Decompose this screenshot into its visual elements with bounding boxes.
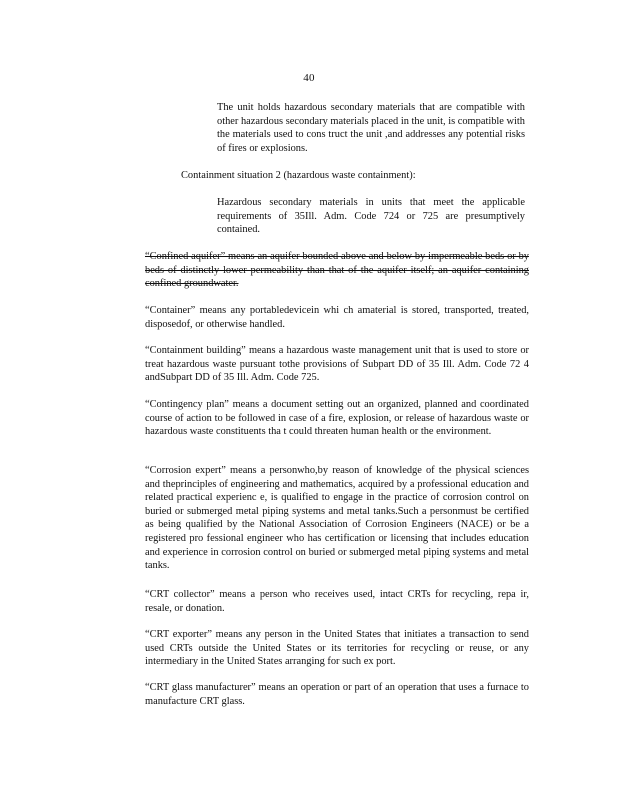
definition-contingency-plan: “Contingency plan” means a document setting out an organized, planned and coordinated course of action to be followed in case of a fire, explosion, or release of hazardous waste or hazardous waste constituents tha t could threaten human health or the environment. (145, 399, 529, 438)
definition-crt-glass-manufacturer: “CRT glass manufacturer” means an operation or part of an operation that uses a furnace to manufacture CRT glass. (145, 682, 529, 707)
containment-situation-2-text: Hazardous secondary materials in units that meet the applicable requirements of 35Ill. Adm. Code 724 or 725 are presumptively contained. (217, 197, 525, 236)
definition-crt-collector: “CRT collector” means a person who receives used, intact CRTs for recycling, repa ir, resale, or donation. (145, 589, 529, 614)
definition-containment-building: “Containment building” means a hazardous waste management unit that is used to store or treat hazardous waste pursuant tothe provisions of Subpart DD of 35 Ill. Adm. Code 72 4 andSubpart DD of 35 Ill. Adm. Code 725. (145, 345, 529, 384)
unit-compatibility-clause (217, 101, 525, 155)
definition-confined-aquifer: “Confined aquifer” means an aquifer bounded above and below by impermeable beds or by beds of distinctly lower permeability than that of the aquifer itself; an aquifer containing confined groundwater. (145, 251, 529, 290)
definition-container: “Container” means any portabledevicein whi ch amaterial is stored, transported, treated, disposedof, or otherwise handled. (145, 305, 529, 330)
containment-situation-2-heading: Containment situation 2 (hazardous waste containment): (181, 170, 416, 181)
definition-crt-exporter: “CRT exporter” means any person in the United States that initiates a transaction to send used CRTs outside the United States or its territories for recycling or reuse, or any intermediary in the United States arranging for such ex port. (145, 629, 529, 668)
definition-corrosion-expert: “Corrosion expert” means a personwho,by reason of knowledge of the physical sciences and theprinciples of engineering and mathematics, acquired by a professional education and related practical experienc e, is qualified to engage in the practice of corrosion control on buried or submerged metal piping systems and metal tanks.Such a personmust be certified as being qualified by the National Association of Corrosion Engineers (NACE) or be a registered pro fessional engineer who has certification or licensing that includes education and experience in corrosion control on buried or submerged metal piping systems and metal tanks. (145, 465, 529, 572)
page-number: 40 (303, 72, 315, 84)
unit-compatibility-text: The unit holds hazardous secondary materials that are compatible with other hazardous secondary materials placed in the unit, is compatible with the materials used to cons truct the unit ,and addresses any potential risks of fires or explosions. (217, 102, 525, 154)
